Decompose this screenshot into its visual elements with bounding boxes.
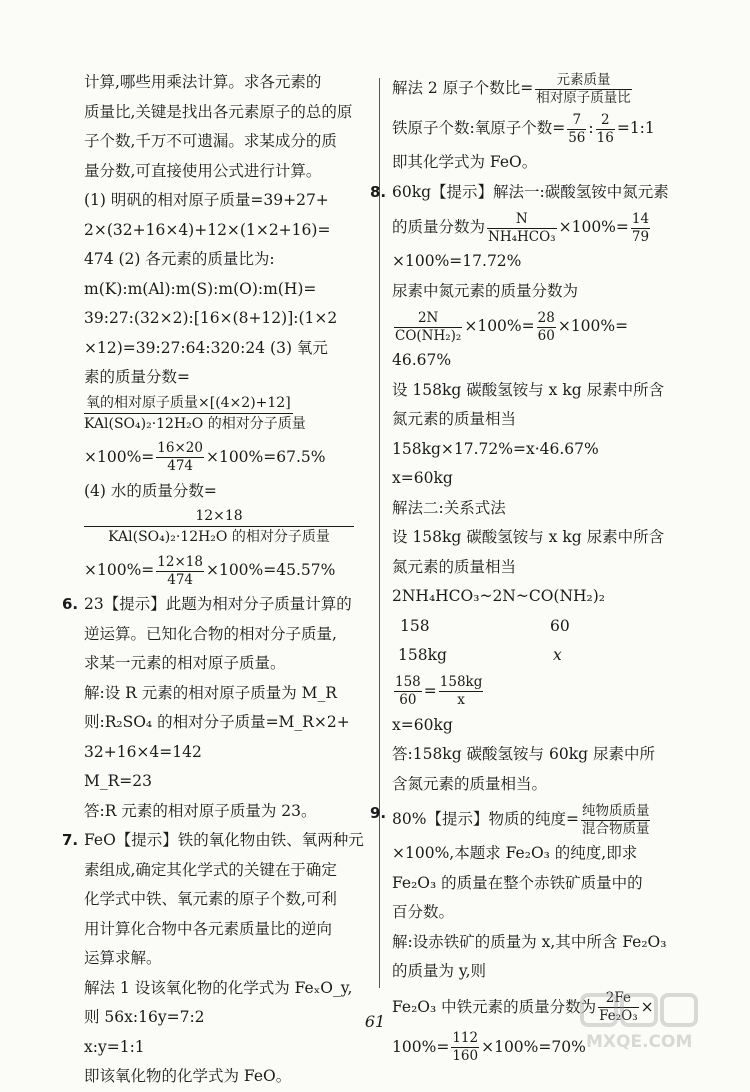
text-line: 39:27:(32×2):[16×(8+12)]:(1×2 [84, 309, 338, 327]
right-column [370, 68, 676, 1067]
fraction [451, 1031, 479, 1064]
fraction [535, 73, 632, 106]
fraction [156, 441, 204, 474]
fraction-denominator: KAl(SO₄)₂·12H₂O 的相对分子质量 [108, 529, 330, 545]
text-line: 2×(32+16×4)+12×(1×2+16)= [84, 220, 331, 239]
text-line: 设 158kg 碳酸氢铵与 x kg 尿素中所含 [392, 380, 665, 399]
text-line: 氮元素的质量相当 [392, 410, 517, 428]
text-span: ×100%= [84, 447, 155, 466]
text-line: 158kg×17.72%=x·46.67% [392, 439, 599, 458]
page-number: 61 [364, 1012, 386, 1031]
formula-line [392, 671, 676, 711]
text-span: =1:1 [616, 119, 655, 137]
fraction-denominator: 16 [596, 129, 614, 146]
fraction-numerator: N [487, 212, 557, 229]
formula-line: 铁原子个数:氧原子个数= $\frac{7}{56}$ : $\frac{2}{16}$ =1:1 [392, 111, 655, 146]
fraction-denominator: KAl(SO₄)₂·12H₂O 的相对分子质量 [84, 415, 306, 432]
fraction-numerator: 112 [452, 1030, 479, 1046]
text-line: ×100%=17.72% [392, 252, 522, 270]
fraction-denominator: CO(NH₂)₂ [395, 327, 462, 344]
text-line: x=60kg [392, 715, 453, 734]
fraction-denominator: Fe₂O₃ [599, 1008, 638, 1024]
fraction [567, 113, 586, 146]
fraction [156, 555, 204, 588]
watermark-logo-icon [578, 991, 728, 1051]
text-span: 158kg [398, 646, 447, 664]
formula-line [84, 550, 370, 590]
text-line: 解法二:关系式法 [392, 498, 506, 517]
fraction-numerator: 7 [567, 113, 586, 130]
text-line: 的质量为 y,则 [392, 962, 487, 980]
watermark-text: MXQE.COM [586, 1032, 693, 1051]
text-span: = [423, 681, 437, 700]
fraction [596, 113, 615, 146]
fraction [439, 675, 484, 708]
text-span: 解法 2 原子个数比= [392, 79, 534, 97]
fraction [487, 212, 557, 245]
text-line: 解:设 R 元素的相对原子质量为 M_R [84, 683, 337, 702]
fraction-numerator: 12×18 [157, 553, 203, 570]
text-span: 铁原子个数:氧原子个数= [392, 119, 566, 137]
text-span: × [640, 997, 654, 1016]
text-span: ×100%=70% [481, 1037, 586, 1056]
text-line: 46.67% [392, 351, 452, 369]
text-line: 解法 1 设该氧化物的化学式为 FeₓO_y, [84, 978, 353, 997]
text-line: 质量比,关键是找出各元素原子的总的原 [84, 102, 353, 121]
text-line: 474 (2) 各元素的质量比为: [84, 250, 275, 268]
text-span: ×100%= [84, 561, 155, 579]
question-number: 8. [370, 182, 387, 201]
text-line: 化学式中铁、氧元素的原子个数,可利 [84, 890, 337, 908]
formula-line [392, 306, 676, 346]
formula-line [392, 68, 676, 108]
formula-line [392, 207, 676, 247]
text-line: 解:设赤铁矿的质量为 x,其中所含 Fe₂O₃ [392, 932, 667, 951]
text-line: 计算,哪些用乘法计算。求各元素的 [84, 73, 322, 91]
fraction [581, 804, 651, 837]
fraction-numerator: 28 [537, 309, 555, 326]
text-line: 百分数。 [392, 903, 455, 921]
text-span: ×100%=45.57% [205, 561, 336, 579]
fraction-denominator: 56 [568, 129, 586, 146]
fraction-numerator: 12×18 [84, 506, 354, 527]
text-span: 158 [400, 616, 430, 635]
text-line [392, 612, 676, 642]
fraction-denominator: 79 [631, 228, 650, 245]
text-line: x=60kg [392, 469, 453, 487]
text-line: 运算求解。 [84, 949, 162, 967]
text-line: 子个数,千万不可遗漏。求某成分的质 [84, 132, 337, 150]
fraction-water [84, 506, 370, 550]
text-line: 则 56x:16y=7:2 [84, 1008, 205, 1026]
fraction-oxygen [84, 393, 370, 437]
text-line: x:y=1:1 [84, 1037, 145, 1056]
text-line: 含氮元素的质量相当。 [392, 774, 548, 793]
fraction-denominator: 474 [167, 571, 194, 588]
fraction-denominator: 474 [167, 458, 194, 474]
text-span: ×100%=67.5% [205, 447, 326, 466]
text-line: ×12)=39:27:64:320:24 (3) 氧元 [84, 338, 328, 357]
text-line: 则:R₂SO₄ 的相对分子质量=M_R×2+ [84, 713, 350, 731]
text-line: (1) 明矾的相对原子质量=39+27+ [84, 191, 329, 209]
fraction-denominator: 混合物质量 [581, 820, 650, 837]
text-line: 逆运算。已知化合物的相对分子质量, [84, 624, 337, 643]
text-line: 23【提示】此题为相对分子质量计算的 [84, 595, 352, 613]
question-6 [62, 590, 370, 826]
fraction-denominator: x [457, 692, 465, 708]
fraction-numerator: 158 [395, 674, 421, 690]
formula-line [84, 437, 370, 477]
question-8 [370, 178, 676, 800]
fraction-numerator: 2N [394, 311, 462, 328]
text-span: ×100%= [558, 218, 629, 236]
formula-line [392, 799, 676, 839]
text-line: 即其化学式为 FeO。 [392, 153, 538, 171]
text-line: M_R=23 [84, 772, 153, 790]
text-line: 60kg【提示】解法一:碳酸氢铵中氮元素 [392, 182, 669, 201]
fraction-numerator: 16×20 [157, 440, 203, 456]
text-line: Fe₂O₃ 的质量在整个赤铁矿质量中的 [392, 873, 643, 892]
fraction-denominator: 160 [452, 1048, 479, 1064]
text-span: 的质量分数为 [392, 218, 486, 236]
text-line: 用计算化合物中各元素质量比的逆向 [84, 919, 333, 938]
fraction-denominator: 相对原子质量比 [536, 89, 631, 106]
text-line: 量分数,可直接使用公式进行计算。 [84, 161, 322, 180]
fraction [537, 311, 556, 344]
fraction-numerator: 2Fe [598, 991, 639, 1008]
text-span: 100%= [392, 1037, 450, 1056]
left-column [62, 68, 370, 1092]
question-7 [62, 826, 370, 1092]
question-number: 7. [62, 831, 79, 849]
fraction-denominator: 60 [399, 692, 417, 708]
text-line: 素的质量分数= [84, 368, 190, 386]
text-line: 2NH₄HCO₃~2N~CO(NH₂)₂ [392, 587, 606, 605]
text-line: ×100%,本题求 Fe₂O₃ 的纯度,即求 [392, 844, 638, 862]
text-line: (4) 水的质量分数= [84, 481, 217, 500]
fraction-numerator: 14 [631, 210, 650, 227]
question-number: 9. [370, 804, 387, 822]
text-span: 60 [550, 616, 570, 635]
text-line: 答:158kg 碳酸氢铵与 60kg 尿素中所 [392, 745, 655, 763]
fraction-denominator: 60 [537, 327, 555, 344]
fraction-numerator: 2 [596, 113, 615, 130]
text-line: 氮元素的质量相当 [392, 557, 517, 576]
text-line: 尿素中氮元素的质量分数为 [392, 281, 579, 300]
fraction-numerator: 纯物质质量 [581, 802, 650, 819]
text-line: 素组成,确定其化学式的关键在于确定 [84, 860, 337, 879]
fraction-numerator: 氧的相对原子质量×[(4×2)+12] [84, 393, 293, 414]
text-span: ×100%= [464, 317, 535, 335]
text-line: 设 158kg 碳酸氢铵与 x kg 尿素中所含 [392, 528, 665, 546]
text-line: 32+16×4=142 [84, 742, 202, 761]
text-line: 答:R 元素的相对原子质量为 23。 [84, 801, 317, 820]
text-span: x [553, 646, 562, 664]
fraction-numerator: 158kg [439, 674, 483, 690]
text-line: m(K):m(Al):m(S):m(O):m(H)= [84, 279, 317, 298]
fraction-denominator: NH₄HCO₃ [488, 228, 556, 245]
text-span: Fe₂O₃ 中铁元素的质量分数为 [392, 997, 597, 1016]
text-line: FeO【提示】铁的氧化物由铁、氧两种元 [84, 831, 364, 849]
fraction [394, 675, 422, 708]
text-line: 求某一元素的相对原子质量。 [84, 654, 286, 672]
text-line [392, 641, 676, 671]
fraction [394, 311, 462, 344]
text-span: 80%【提示】物质的纯度= [392, 810, 579, 828]
column-divider [379, 78, 380, 988]
text-span: ×100%= [557, 317, 629, 335]
fraction-numerator: 元素质量 [535, 73, 632, 90]
question-number: 6. [62, 595, 79, 613]
fraction [631, 212, 650, 245]
text-line: 即该氧化物的化学式为 FeO。 [84, 1067, 292, 1085]
